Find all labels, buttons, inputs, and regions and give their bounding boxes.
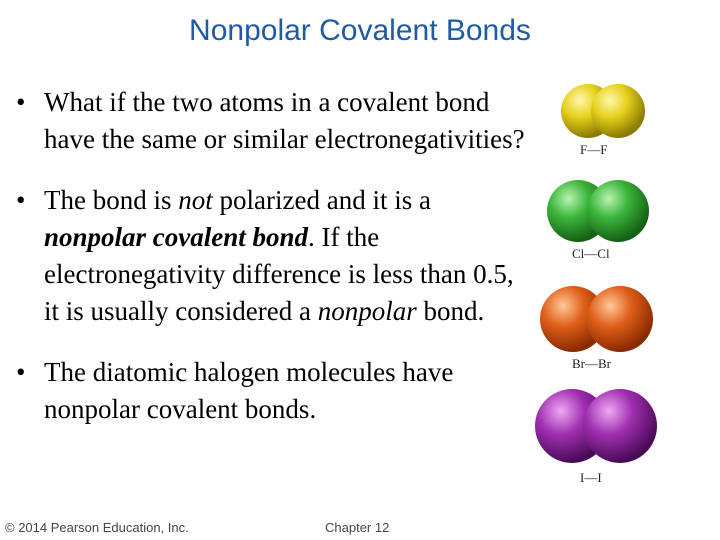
molecule-cl2-image: [530, 178, 720, 244]
molecule-cl2: [530, 178, 720, 261]
chapter-footer: Chapter 12: [325, 520, 390, 535]
halogen-molecules: [530, 80, 720, 500]
bullet-item: [16, 84, 526, 158]
bullet-item: [16, 182, 526, 330]
copyright-footer: © 2014 Pearson Education, Inc.: [5, 520, 189, 535]
molecule-f2-image: [530, 80, 720, 142]
bullet-item: [16, 354, 526, 428]
iodine-atom-right: [583, 389, 657, 463]
molecule-f2: [530, 80, 720, 157]
bullet-segment: . If the electronegativity difference is less than 0.5, it is usually considered a: [44, 222, 514, 326]
slide-title: Nonpolar Covalent Bonds: [189, 14, 531, 47]
bullet-text: [44, 87, 525, 154]
bullet-marker: •: [16, 185, 26, 215]
bullet-segment-italic: nonpolar: [317, 296, 417, 326]
bullet-segment: The diatomic halogen molecules have nonpolar covalent bonds.: [44, 357, 454, 424]
bullet-marker: •: [16, 87, 26, 117]
molecule-label: Br—Br: [572, 356, 611, 371]
chlorine-atom-right: [587, 180, 649, 242]
fluorine-atom-right: [591, 84, 645, 138]
bullet-segment: polarized and it is a: [212, 185, 431, 215]
bullet-text: [44, 185, 514, 326]
bullet-segment-italic: not: [178, 185, 213, 215]
bullet-segment: What if the two atoms in a covalent bond have the same or similar electronegativities?: [44, 87, 525, 154]
bullet-segment: The bond is: [44, 185, 179, 215]
bullet-text: [44, 357, 453, 424]
molecule-i2: [530, 386, 720, 485]
bromine-atom-right: [587, 286, 653, 352]
bullet-segment: bond.: [416, 296, 485, 326]
bullet-marker: •: [16, 357, 26, 387]
molecule-br2-image: [530, 284, 720, 354]
bullet-segment-bold-italic: nonpolar covalent bond: [44, 222, 309, 252]
molecule-label: Cl—Cl: [572, 246, 610, 261]
bullet-list: [16, 84, 526, 452]
molecule-i2-image: [530, 386, 720, 466]
molecule-br2: [530, 284, 720, 371]
molecule-label: I—I: [580, 470, 602, 485]
molecule-label: F—F: [580, 142, 608, 157]
